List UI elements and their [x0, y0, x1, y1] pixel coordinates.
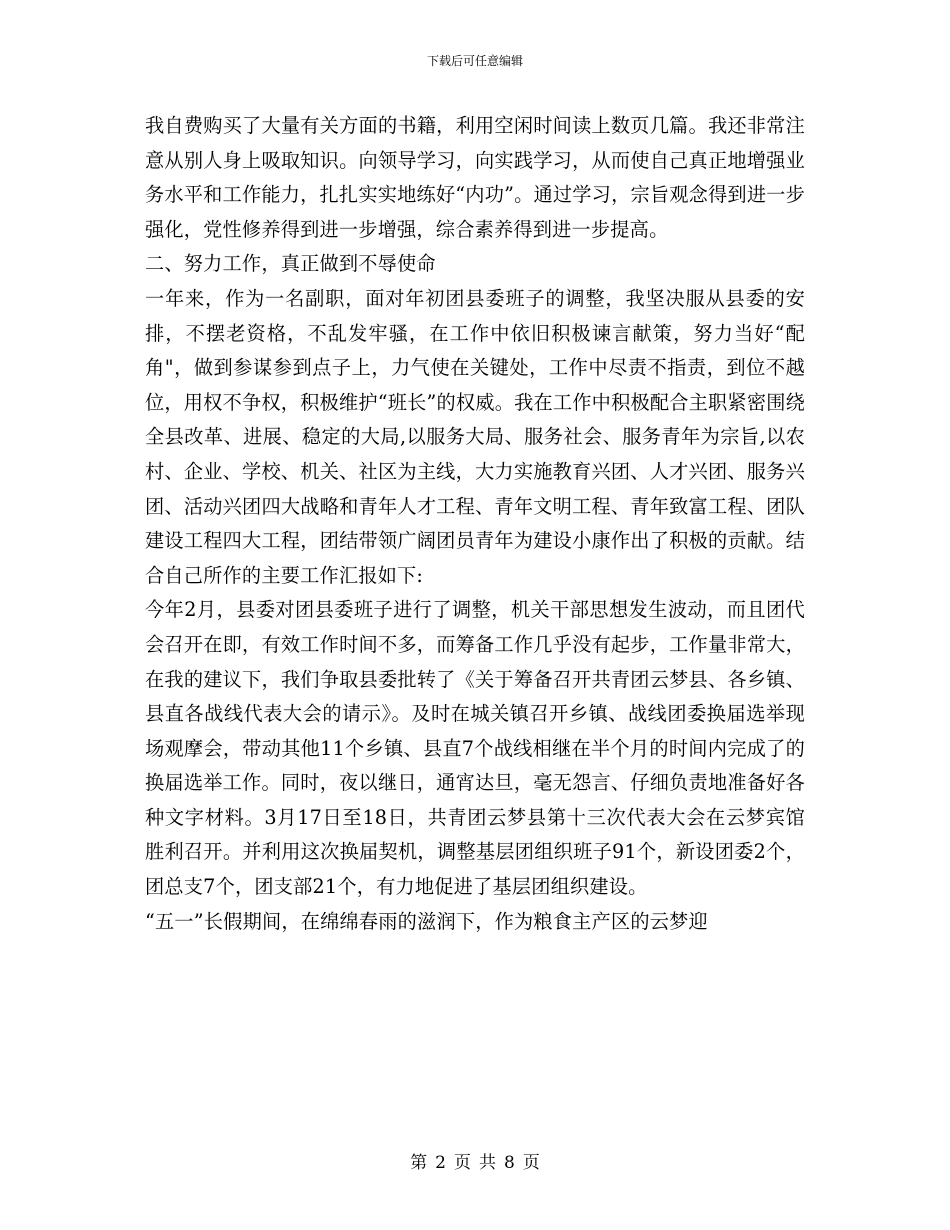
- paragraph-february: 今年2月，县委对团县委班子进行了调整，机关干部思想发生波动，而且团代会召开在即，有效工作时间不多，而筹备工作几乎没有起步，工作量非常大，在我的建议下，我们争取县委批转了《关于筹备召开共青团云梦县、各乡镇、县直各战线代表大会的请示》。及时在城关镇召开乡镇、战线团委换届选举现场观摩会，带动其他11个乡镇、县直7个战线相继在半个月的时间内完成了的换届选举工作。同时，夜以继日，通宵达旦，毫无怨言、仔细负责地准备好各种文字材料。3月17日至18日，共青团云梦县第十三次代表大会在云梦宾馆胜利召开。并利用这次换届契机，调整基层团组织班子91个，新设团委2个，团总支7个，团支部21个，有力地促进了基层团组织建设。: [145, 598, 805, 899]
- paragraph-work-overview: 一年来，作为一名副职，面对年初团县委班子的调整，我坚决服从县委的安排，不摆老资格，不乱发牢骚，在工作中依旧积极谏言献策，努力当好“配角"，做到参谋参到点子上，力气使在关键处，工作中尽责不指责，到位不越位，用权不争权，积极维护“班长”的权威。我在工作中积极配合主职紧密围绕全县改革、进展、稳定的大局,以服务大局、服务社会、服务青年为宗旨,以农村、企业、学校、机关、社区为主线，大力实施教育兴团、人才兴团、服务兴团、活动兴团四大战略和青年人才工程、青年文明工程、青年致富工程、团队建设工程四大工程，团结带领广阔团员青年为建设小康作出了积极的贡献。结合自己所作的主要工作汇报如下:: [145, 286, 805, 587]
- paragraph-study: 我自费购买了大量有关方面的书籍，利用空闲时间读上数页几篇。我还非常注意从别人身上吸取知识。向领导学习，向实践学习，从而使自己真正地增强业务水平和工作能力，扎扎实实地练好“内功”。通过学习，宗旨观念得到进一步强化，党性修养得到进一步增强，综合素养得到进一步提高。: [145, 114, 805, 241]
- footer-suffix: 页: [522, 1153, 540, 1173]
- current-page-number: 2: [435, 1153, 446, 1173]
- footer-page-label: 页: [454, 1153, 471, 1173]
- page-header: 下载后可任意编辑: [426, 54, 523, 68]
- section-heading: 二、努力工作，真正做到不辱使命: [145, 252, 436, 276]
- document-body: [145, 109, 805, 939]
- footer-total-label: 共: [479, 1153, 496, 1173]
- page-footer: [0, 1152, 950, 1174]
- footer-prefix: 第: [410, 1153, 428, 1173]
- total-pages-number: 8: [504, 1153, 515, 1173]
- paragraph-may-day: “五一”长假期间，在绵绵春雨的滋润下，作为粮食主产区的云梦迎: [145, 909, 708, 933]
